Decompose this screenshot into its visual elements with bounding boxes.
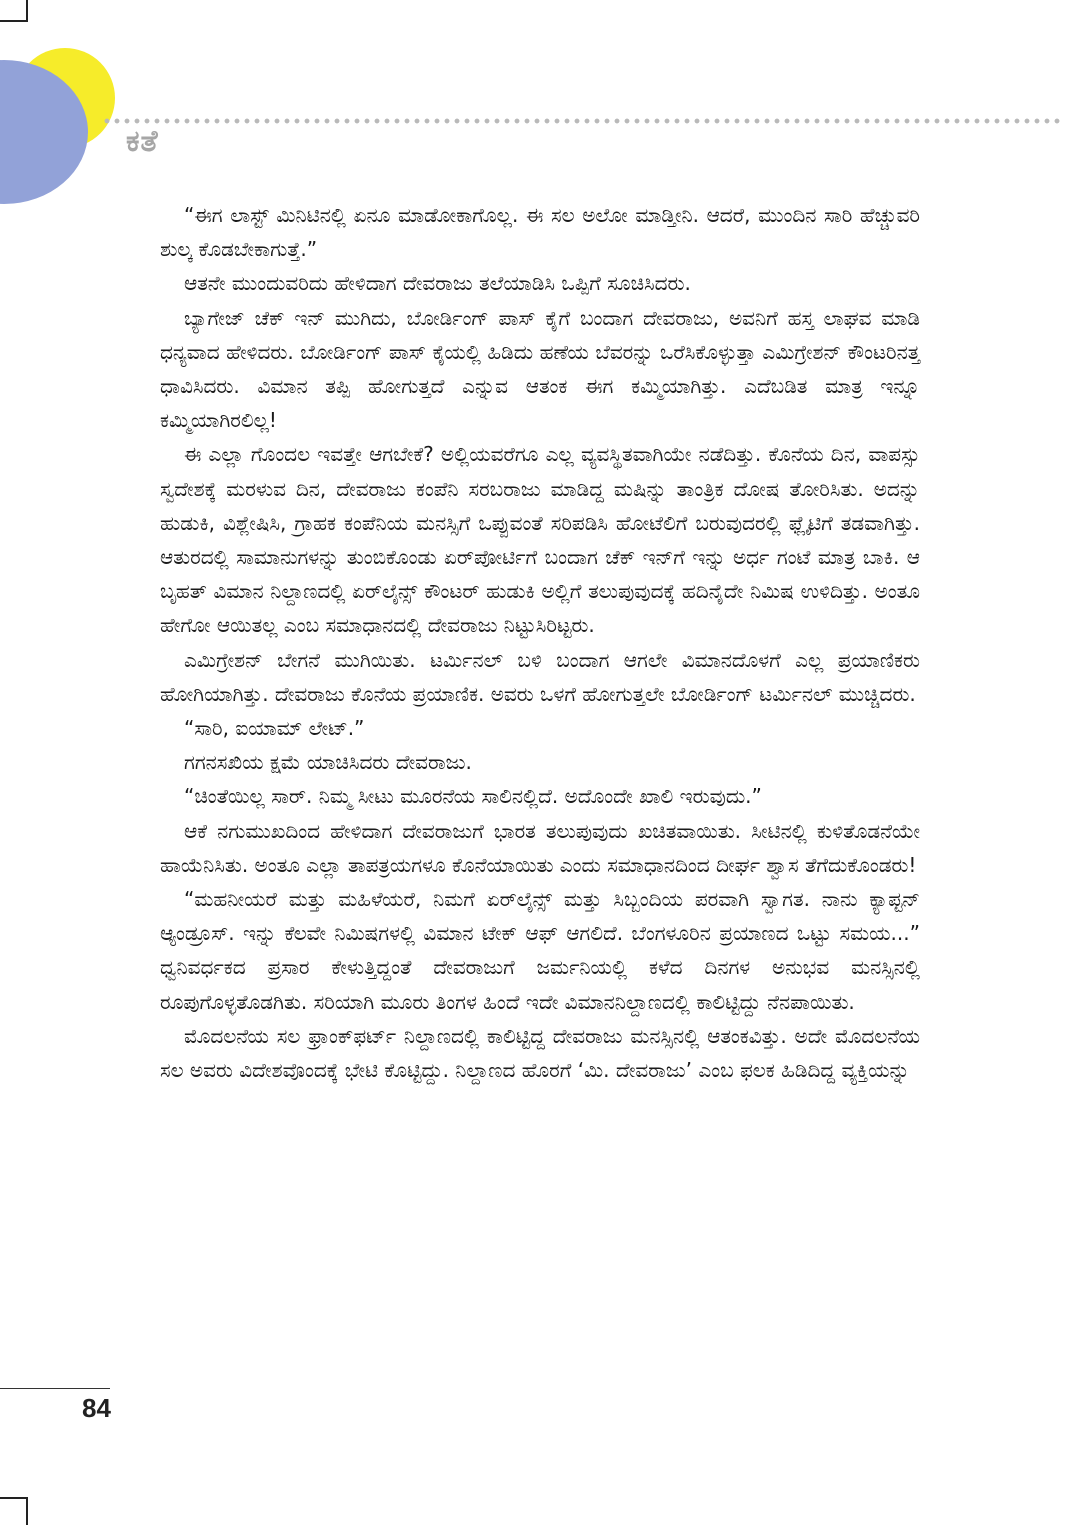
crop-mark-top-left-horizontal — [0, 20, 28, 22]
decorative-circles — [0, 40, 130, 260]
paragraph: ಬ್ಯಾಗೇಜ್ ಚೆಕ್ ಇನ್ ಮುಗಿದು, ಬೋರ್ಡಿಂಗ್ ಪಾಸ್ ಕೈಗೆ ಬಂದಾಗ ದೇವರಾಜು, ಅವನಿಗೆ ಹಸ್ತ ಲಾಘವ ಮಾಡಿ ಧನ್ಯವಾದ ಹೇಳಿದರು. ಬೋರ್ಡಿಂಗ್ ಪಾಸ್ ಕೈಯಲ್ಲಿ ಹಿಡಿದು ಹಣೆಯ ಬೆವರನ್ನು ಒರೆಸಿಕೊಳ್ಳುತ್ತಾ ಎಮಿಗ್ರೇಶನ್ ಕೌಂಟರಿನತ್ತ ಧಾವಿಸಿದರು. ವಿಮಾನ ತಪ್ಪಿ ಹೋಗುತ್ತದೆ ಎನ್ನುವ ಆತಂಕ ಈಗ ಕಮ್ಮಿಯಾಗಿತ್ತು. ಎದೆಬಡಿತ ಮಾತ್ರ ಇನ್ನೂ ಕಮ್ಮಿಯಾಗಿರಲಿಲ್ಲ! — [160, 305, 920, 433]
paragraph: ಈ ಎಲ್ಲಾ ಗೊಂದಲ ಇವತ್ತೇ ಆಗಬೇಕೆ? ಅಲ್ಲಿಯವರೆಗೂ ಎಲ್ಲ ವ್ಯವಸ್ಥಿತವಾಗಿಯೇ ನಡೆದಿತ್ತು. ಕೊನೆಯ ದಿನ, ವಾಪಸ್ಸು ಸ್ವದೇಶಕ್ಕೆ ಮರಳುವ ದಿನ, ದೇವರಾಜು ಕಂಪೆನಿ ಸರಬರಾಜು ಮಾಡಿದ್ದ ಮಷಿನ್ನು ತಾಂತ್ರಿಕ ದೋಷ ತೋರಿಸಿತು. ಅದನ್ನು ಹುಡುಕಿ, ವಿಶ್ಲೇಷಿಸಿ, ಗ್ರಾಹಕ ಕಂಪೆನಿಯ ಮನಸ್ಸಿಗೆ ಒಪ್ಪುವಂತೆ ಸರಿಪಡಿಸಿ ಹೋಟೆಲಿಗೆ ಬರುವುದರಲ್ಲಿ ಫ್ಲೈಟಿಗೆ ತಡವಾಗಿತ್ತು. ಆತುರದಲ್ಲಿ ಸಾಮಾನುಗಳನ್ನು ತುಂಬಿಕೊಂಡು ಏರ್‌ಪೋರ್ಟಿಗೆ ಬಂದಾಗ ಚೆಕ್ ಇನ್‌ಗೆ ಇನ್ನು ಅರ್ಧ ಗಂಟೆ ಮಾತ್ರ ಬಾಕಿ. ಆ ಬೃಹತ್ ವಿಮಾನ ನಿಲ್ದಾಣದಲ್ಲಿ ಏರ್‌ಲೈನ್ಸ್ ಕೌಂಟರ್ ಹುಡುಕಿ ಅಲ್ಲಿಗೆ ತಲುಪುವುದಕ್ಕೆ ಹದಿನೈದೇ ನಿಮಿಷ ಉಳಿದಿತ್ತು. ಅಂತೂ ಹೇಗೋ ಆಯಿತಲ್ಲ ಎಂಬ ಸಮಾಧಾನದಲ್ಲಿ ದೇವರಾಜು ನಿಟ್ಟುಸಿರಿಟ್ಟರು. — [160, 442, 920, 638]
crop-mark-bottom-left-horizontal — [0, 1497, 28, 1499]
paragraph: ಎಮಿಗ್ರೇಶನ್ ಬೇಗನೆ ಮುಗಿಯಿತು. ಟರ್ಮಿನಲ್ ಬಳಿ ಬಂದಾಗ ಆಗಲೇ ವಿಮಾನದೊಳಗೆ ಎಲ್ಲ ಪ್ರಯಾಣಿಕರು ಹೋಗಿಯಾಗಿತ್ತು. ದೇವರಾಜು ಕೊನೆಯ ಪ್ರಯಾಣಿಕ. ಅವರು ಒಳಗೆ ಹೋಗುತ್ತಲೇ ಬೋರ್ಡಿಂಗ್ ಟರ್ಮಿನಲ್ ಮುಚ್ಚಿದರು. — [160, 647, 920, 706]
section-label: ಕತೆ — [126, 124, 159, 159]
crop-mark-bottom-left-vertical — [26, 1497, 28, 1525]
paragraph: “ಈಗ ಲಾಸ್ಟ್ ಮಿನಿಟಿನಲ್ಲಿ ಏನೂ ಮಾಡೋಕಾಗೊಲ್ಲ. ಈ ಸಲ ಅಲೋ ಮಾಡ್ತೀನಿ. ಆದರೆ, ಮುಂದಿನ ಸಾರಿ ಹೆಚ್ಚುವರಿ ಶುಲ್ಕ ಕೊಡಬೇಕಾಗುತ್ತೆ.” — [160, 203, 920, 262]
paragraph: “ಚಿಂತೆಯಿಲ್ಲ ಸಾರ್. ನಿಮ್ಮ ಸೀಟು ಮೂರನೆಯ ಸಾಲಿನಲ್ಲಿದೆ. ಅದೊಂದೇ ಖಾಲಿ ಇರುವುದು.” — [184, 784, 762, 809]
paragraph: ಆಕೆ ನಗುಮುಖದಿಂದ ಹೇಳಿದಾಗ ದೇವರಾಜುಗೆ ಭಾರತ ತಲುಪುವುದು ಖಚಿತವಾಯಿತು. ಸೀಟಿನಲ್ಲಿ ಕುಳಿತೊಡನೆಯೇ ಹಾಯೆನಿಸಿತು. ಅಂತೂ ಎಲ್ಲಾ ತಾಪತ್ರಯಗಳೂ ಕೊನೆಯಾಯಿತು ಎಂದು ಸಮಾಧಾನದಿಂದ ದೀರ್ಘ ಶ್ವಾಸ ತೆಗೆದುಕೊಂಡರು! — [160, 818, 920, 877]
crop-mark-top-left-vertical — [26, 0, 28, 22]
paragraph: ಗಗನಸಖಿಯ ಕ್ಷಮೆ ಯಾಚಿಸಿದರು ದೇವರಾಜು. — [184, 750, 472, 775]
paragraph: ಮೊದಲನೆಯ ಸಲ ಫ್ರಾಂಕ್‌ಫರ್ಟ್ ನಿಲ್ದಾಣದಲ್ಲಿ ಕಾಲಿಟ್ಟಿದ್ದ ದೇವರಾಜು ಮನಸ್ಸಿನಲ್ಲಿ ಆತಂಕವಿತ್ತು. ಅದೇ ಮೊದಲನೆಯ ಸಲ ಅವರು ವಿದೇಶವೊಂದಕ್ಕೆ ಭೇಟಿ ಕೊಟ್ಟಿದ್ದು. ನಿಲ್ದಾಣದ ಹೊರಗೆ ‘ಮಿ. ದೇವರಾಜು’ ಎಂಬ ಫಲಕ ಹಿಡಿದಿದ್ದ ವ್ಯಕ್ತಿಯನ್ನು — [160, 1023, 920, 1083]
paragraph: ಆತನೇ ಮುಂದುವರಿದು ಹೇಳಿದಾಗ ದೇವರಾಜು ತಲೆಯಾಡಿಸಿ ಒಪ್ಪಿಗೆ ಸೂಚಿಸಿದರು. — [184, 271, 691, 296]
paragraph: “ಸಾರಿ, ಐಯಾಮ್ ಲೇಟ್.” — [184, 716, 365, 741]
story-body — [160, 198, 920, 1087]
paragraph: “ಮಹನೀಯರೆ ಮತ್ತು ಮಹಿಳೆಯರೆ, ನಿಮಗೆ ಏರ್‌ಲೈನ್ಸ್ ಮತ್ತು ಸಿಬ್ಬಂದಿಯ ಪರವಾಗಿ ಸ್ವಾಗತ. ನಾನು ಕ್ಯಾಪ್ಟನ್ ಆ್ಯಂಡ್ರೂಸ್. ಇನ್ನು ಕೆಲವೇ ನಿಮಿಷಗಳಲ್ಲಿ ವಿಮಾನ ಟೇಕ್ ಆಫ್ ಆಗಲಿದೆ. ಬೆಂಗಳೂರಿನ ಪ್ರಯಾಣದ ಒಟ್ಟು ಸಮಯ...” ಧ್ವನಿವರ್ಧಕದ ಪ್ರಸಾರ ಕೇಳುತ್ತಿದ್ದಂತೆ ದೇವರಾಜುಗೆ ಜರ್ಮನಿಯಲ್ಲಿ ಕಳೆದ ದಿನಗಳ ಅನುಭವ ಮನಸ್ಸಿನಲ್ಲಿ ರೂಪುಗೊಳ್ಳತೊಡಗಿತು. ಸರಿಯಾಗಿ ಮೂರು ತಿಂಗಳ ಹಿಂದೆ ಇದೇ ವಿಮಾನನಿಲ್ದಾಣದಲ್ಲಿ ಕಾಲಿಟ್ಟಿದ್ದು ನೆನಪಾಯಿತು. — [160, 887, 920, 1014]
folio-rule — [0, 1388, 110, 1389]
page-number: 84 — [82, 1393, 111, 1423]
header-dotted-rule — [102, 118, 1062, 124]
